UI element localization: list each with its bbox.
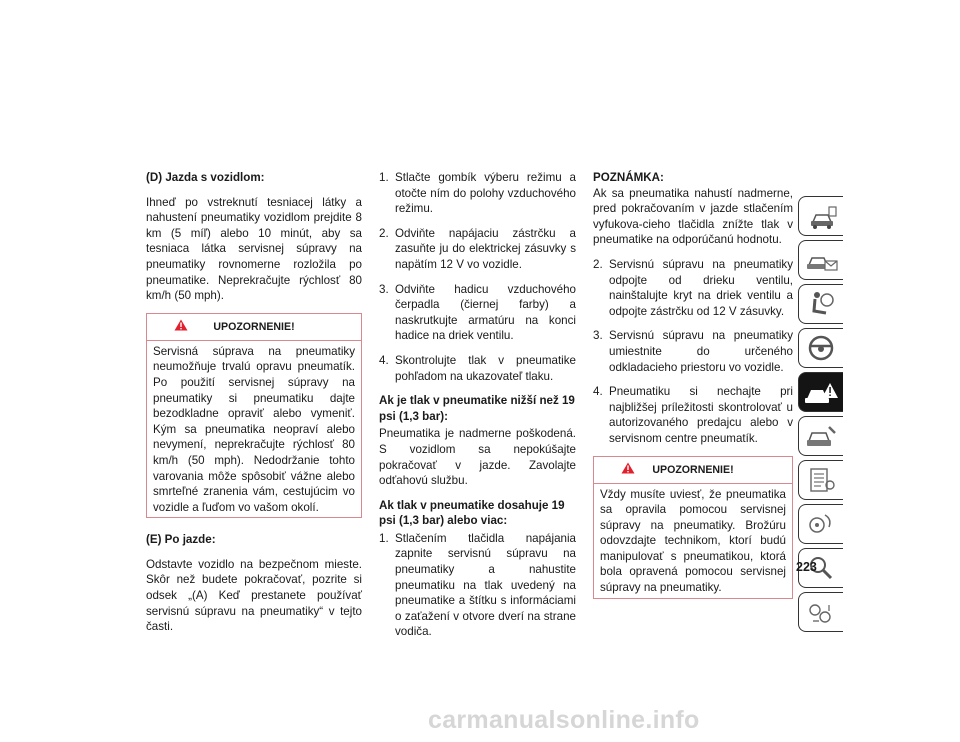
tab-car-service[interactable] xyxy=(798,416,843,456)
column-left xyxy=(146,170,362,644)
list-text: Stlačením tlačidla napájania zapnite servisnú súpravu na pneumatiky a nahustite pneumatiku na tlak uvedený na pneumatike a štítku s informáciami o zaťažení v otvore dverí na strane vodiča. xyxy=(395,531,576,639)
list-text: Skontrolujte tlak v pneumatike pohľadom na ukazovateľ tlaku. xyxy=(395,353,576,383)
list-text: Pneumatiku si nechajte pri najbližšej príležitosti skontrolovať u autorizovaného predajcu alebo v servisnom centre pneumatík. xyxy=(609,385,793,445)
list-item xyxy=(379,531,576,640)
list-item xyxy=(593,328,793,375)
steering-wheel-icon xyxy=(799,329,843,367)
warning-text: Servisná súprava na pneumatiky neumožňuje trvalú opravu pneumatík. Po použití servisnej súpravy na pneumatiky si pneumatiku dajte bezodkladne opraviť alebo vymeniť. Kým sa pneumatika neopraví alebo nevymení, neprekračujte rýchlosť 80 km/h (50 mph). Nedodržanie tohto varovania môže spôsobiť vážne alebo smrteľné zranenia vám, cestujúcim vo vozidle a ľuďom vo vašom okolí. xyxy=(153,344,355,514)
warning-title: UPOZORNENIE! xyxy=(652,463,734,476)
paragraph-low-pressure: Pneumatika je nadmerne poškodená. S vozidlom sa nepokúšajte pokračovať v jazde. Zavolajte odťahovú službu. xyxy=(379,427,576,488)
warning-header xyxy=(147,314,361,341)
paragraph-driving: Ihneď po vstreknutí tesniacej látky a nahustení pneumatiky vozidlom prejdite 8 km (5 míľ) alebo 10 minút, aby sa tesniaca látka servisnej súpravy na pneumatiky rovnomerne rozložila po pneumatike. Neprekračujte rýchlosť 80 km/h (50 mph). xyxy=(146,195,362,303)
multimedia-icon xyxy=(799,505,843,543)
heading-low-pressure: Ak je tlak v pneumatike nižší než 19 psi (1,3 bar): xyxy=(379,394,575,423)
list-number: 2. xyxy=(593,257,603,271)
list-item xyxy=(379,226,576,273)
list-text: Servisnú súpravu na pneumatiky odpojte od drieku ventilu, nainštalujte kryt na driek ventilu a odpojte zástrčku od 12 V zásuvky. xyxy=(609,257,793,318)
tab-seat-airbag[interactable] xyxy=(798,284,843,324)
tab-specs-list[interactable] xyxy=(798,460,843,500)
list-number: 1. xyxy=(379,531,389,545)
tab-steering-wheel[interactable] xyxy=(798,328,843,368)
car-mail-icon xyxy=(799,241,843,279)
warning-triangle-icon xyxy=(174,319,188,331)
specs-list-icon xyxy=(799,461,843,499)
list-text: Servisnú súpravu na pneumatiky umiestnite do určeného odkladacieho priestoru vo vozidle. xyxy=(609,329,793,374)
list-number: 4. xyxy=(379,353,389,367)
note-text: Ak sa pneumatika nahustí nadmerne, pred pokračovaním v jazde stlačením vyfukova-cieho tlačidla znížte tlak v pneumatike na odporúčanú hodnotu. xyxy=(593,186,793,247)
note-title: POZNÁMKA: xyxy=(593,171,664,184)
seat-airbag-icon xyxy=(799,285,843,323)
list-number: 1. xyxy=(379,171,389,184)
heading-after-driving: (E) Po jazde: xyxy=(146,533,216,547)
list-number: 4. xyxy=(593,385,603,399)
heading-ok-pressure: Ak tlak v pneumatike dosahuje 19 psi (1,3 bar) alebo viac: xyxy=(379,498,565,528)
tab-index[interactable] xyxy=(798,592,843,632)
list-item xyxy=(593,384,793,446)
warning-box xyxy=(593,456,793,599)
car-info-icon xyxy=(799,197,843,235)
warning-box xyxy=(146,313,362,519)
list-item xyxy=(379,282,576,344)
tab-multimedia[interactable] xyxy=(798,504,843,544)
tab-car-warning[interactable] xyxy=(798,372,843,412)
column-middle xyxy=(379,170,576,649)
tab-car-mail[interactable] xyxy=(798,240,843,280)
car-service-icon xyxy=(799,417,843,455)
list-item xyxy=(379,353,576,384)
list-item xyxy=(593,257,793,319)
list-number: 2. xyxy=(379,226,389,240)
column-right xyxy=(593,170,793,608)
list-number: 3. xyxy=(593,329,603,343)
warning-text: Vždy musíte uviesť, že pneumatika sa opravila pomocou servisnej súpravy na pneumatiky. Brožúru odovzdajte technikom, ktorí budú manipulovať s pneumatikou, ktorá bola opravená pomocou servisnej súpravy na pneumatiky. xyxy=(600,487,786,595)
list-number: 3. xyxy=(379,282,389,296)
page-number: 223 xyxy=(796,560,817,574)
list-item xyxy=(379,170,576,217)
list-text: Stlačte gombík výberu režimu a otočte ním do polohy vzduchového režimu. xyxy=(395,171,576,216)
car-warning-icon xyxy=(799,373,843,411)
list-text: Odviňte hadicu vzduchového čerpadla (čiernej farby) a naskrutkujte armatúru na konci hadice na driek ventilu. xyxy=(395,282,576,343)
warning-triangle-icon xyxy=(621,462,635,474)
index-icon xyxy=(799,593,843,631)
paragraph-after-driving: Odstavte vozidlo na bezpečnom mieste. Skôr než budete pokračovať, pozrite si odsek „(A) Keď prestanete používať servisnú súpravu na pneumatiky“ v tejto časti. xyxy=(146,557,362,634)
warning-header xyxy=(594,457,792,484)
warning-title: UPOZORNENIE! xyxy=(213,320,295,333)
tab-car-info[interactable] xyxy=(798,196,843,236)
watermark: carmanualsonline.info xyxy=(428,706,700,734)
heading-driving: (D) Jazda s vozidlom: xyxy=(146,171,265,184)
list-text: Odviňte napájaciu zástrčku a zasuňte ju do elektrickej zásuvky s napätím 12 V vo vozidle. xyxy=(395,226,576,271)
